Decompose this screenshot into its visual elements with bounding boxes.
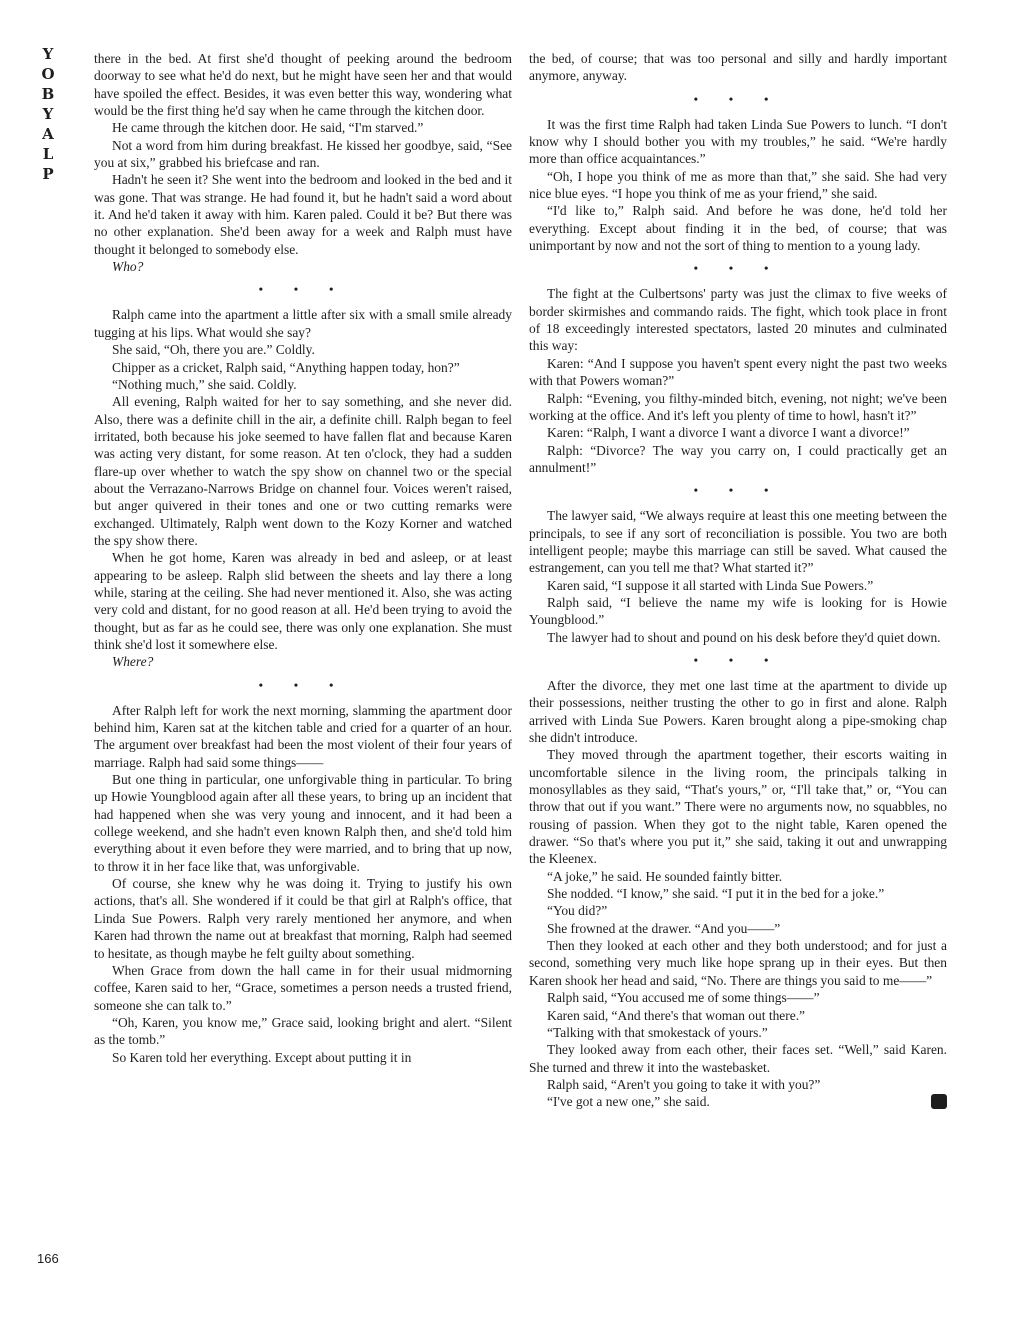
paragraph: Hadn't he seen it? She went into the bedroom and looked in the bed and it was gone. That was strange. He had found it, but he hadn't said a word about it. And he'd taken it away with him. Karen paled. Could it be? But there was no other explanation. She'd been away for a week and Ralph must have thought it belonged to somebody else. [94, 172, 512, 257]
paragraph-italic: Who? [112, 259, 144, 275]
paragraph: The lawyer said, “We always require at least this one meeting between the principals, to see if any sort of reconciliation is possible. You two are both intelligent people; maybe this marriage can still be saved. What caused the estrangement, can you tell me that? What started it?” [529, 508, 947, 576]
paragraph: The lawyer had to shout and pound on his desk before they'd quiet down. [547, 629, 941, 645]
paragraph: there in the bed. At first she'd thought of peeking around the bedroom doorway to see what he'd do next, but he might have seen her and that would have spoiled the effect. Besides, it was even better this way, wondering what would be the first thing he'd say when he came through the kitchen door. [94, 51, 512, 119]
paragraph: It was the first time Ralph had taken Linda Sue Powers to lunch. “I don't know why I should bother you with my troubles,” he said. “We're hardly more than office acquaintances.” [529, 116, 947, 167]
paragraph: Karen said, “And there's that woman out there.” [547, 1007, 806, 1023]
paragraph: When he got home, Karen was already in bed and asleep, or at least appearing to be asleep. Ralph slid between the sheets and lay there a long while, staring at the ceiling. She had never mentioned it. Also, she was acting very cold and distant, for no good reason at all. He'd been trying to avoid the thought, but as far as he could see, there was only one explanation. She must think she'd lost it somewhere else. [94, 550, 512, 652]
paragraph: She said, “Oh, there you are.” Coldly. [112, 342, 315, 358]
paragraph: “I'd like to,” Ralph said. And before he was done, he'd told her everything. Except about finding it in the bed, of course; that was unimportant by now and not the sort of thing to mention to a young lady. [529, 203, 947, 254]
section-separator: • • • [693, 261, 783, 276]
paragraph: Ralph came into the apartment a little after six with a small smile already tugging at his lips. What would she say? [94, 307, 512, 340]
paragraph: Ralph said, “You accused me of some things——” [547, 990, 820, 1006]
section-separator: • • • [258, 677, 348, 692]
paragraph: the bed, of course; that was too personal and silly and hardly important anymore, anyway. [529, 51, 947, 84]
paragraph: After the divorce, they met one last time at the apartment to divide up their possessions, neither trusting the other to go in first and alone. Ralph arrived with Linda Sue Powers. Karen brought along a pipe-smoking chap she didn't introduce. [529, 677, 947, 745]
paragraph: After Ralph left for work the next morning, slamming the apartment door behind him, Karen sat at the kitchen table and cried for a quarter of an hour. The argument over breakfast had been the most violent of their four years of marriage. Ralph had said some things—— [94, 702, 512, 770]
paragraph: “You did?” [547, 903, 608, 919]
paragraph: Chipper as a cricket, Ralph said, “Anything happen today, hon?” [112, 359, 460, 375]
paragraph: “A joke,” he said. He sounded faintly bitter. [547, 868, 783, 884]
paragraph: Ralph said, “I believe the name my wife is looking for is Howie Youngblood.” [529, 594, 947, 628]
section-separator: • • • [693, 483, 783, 498]
paragraph: All evening, Ralph waited for her to say something, and she never did. Also, there was a definite chill in the air, a definite chill. Ralph began to feel irritated, both because his joke seemed to have fallen flat and because Karen was acting very distant, for some reason. At ten o'clock, they had a sudden flare-up over whether to watch the spy show on channel two or the special about the Verrazano-Narrows Bridge on channel four. Voices weren't raised, but anger quivered in their tones and one or two cutting remarks were exchanged. Ultimately, Ralph went down to the Kozy Korner and watched the spy show there. [94, 394, 512, 548]
last-paragraph [529, 1093, 958, 1110]
title-letter: Y [42, 105, 54, 123]
title-letter: P [42, 165, 54, 183]
paragraph: They moved through the apartment together, their escorts waiting in uncomfortable silence in the living room, the principals talking in monosyllables as they said, “That's yours,” or, “I'll take that,” or, “You can throw that out if you want.” There were no arguments now, no squabbles, no rousing of passion. When they got to the night table, Karen opened the drawer. “So that's where you put it,” she said, taking it out and unwrapping the Kleenex. [529, 747, 947, 867]
paragraph: Karen: “Ralph, I want a divorce I want a divorce I want a divorce!” [547, 425, 910, 441]
magazine-name-vertical [36, 44, 60, 184]
paragraph: Of course, she knew why he was doing it. Trying to justify his own actions, that's all. She wondered if it could be that girl at Ralph's office, that Linda Sue Powers. Ralph very rarely mentioned her anymore, and when Karen had thrown the name out at breakfast that morning, Ralph had seemed to hesitate, as though maybe he felt guilty about something. [94, 876, 512, 961]
title-letter: Y [42, 45, 54, 63]
section-separator: • • • [258, 282, 348, 297]
section-separator: • • • [693, 652, 783, 667]
title-letter: A [42, 125, 54, 143]
paragraph: They looked away from each other, their faces set. “Well,” said Karen. She turned and threw it into the wastebasket. [529, 1042, 947, 1075]
section-separator: • • • [693, 91, 783, 106]
page-number: 166 [37, 1251, 59, 1266]
paragraph: Not a word from him during breakfast. He kissed her goodbye, said, “See you at six,” grabbed his briefcase and ran. [94, 137, 512, 171]
paragraph: “Oh, I hope you think of me as more than that,” she said. She had very nice blue eyes. “I hope you think of me as your friend,” she said. [529, 168, 947, 202]
paragraph-italic: Where? [112, 654, 154, 670]
paragraph: She frowned at the drawer. “And you——” [547, 920, 781, 936]
title-letter: O [41, 65, 55, 83]
left-column [94, 50, 512, 1066]
paragraph-text: “I've got a new one,” she said. [547, 1094, 710, 1110]
paragraph: “Nothing much,” she said. Coldly. [112, 376, 297, 392]
bunny-end-mark-icon: ● [931, 1094, 947, 1109]
title-letter: B [41, 85, 55, 103]
paragraph: But one thing in particular, one unforgivable thing in particular. To bring up Howie Youngblood again after all these years, to bring up an incident that had happened when she was very young and innocent, and it had been a college weekend, and she hadn't even known Ralph then, and she'd told him everything about it even before they were married, and to bring that up now, to throw it in her face like that, was unforgivable. [94, 772, 512, 874]
title-letter: L [42, 145, 54, 163]
paragraph: Then they looked at each other and they both understood; and for just a second, something very much like hope sprang up in their eyes. But then Karen shook her head and said, “No. There are things you said to me——” [529, 938, 947, 988]
paragraph: So Karen told her everything. Except about putting it in [112, 1049, 412, 1065]
paragraph: She nodded. “I know,” she said. “I put it in the bed for a joke.” [547, 886, 885, 902]
paragraph: Karen: “And I suppose you haven't spent every night the past two weeks with that Powers woman?” [529, 355, 947, 389]
right-column [529, 50, 958, 1111]
paragraph: The fight at the Culbertsons' party was just the climax to five weeks of border skirmishes and commando raids. The fight, which took place in front of 18 exceedingly interested spectators, lasted 20 minutes and culminated this way: [529, 286, 947, 354]
paragraph: “Oh, Karen, you know me,” Grace said, looking bright and alert. “Silent as the tomb.” [94, 1014, 512, 1048]
paragraph: “Talking with that smokestack of yours.” [547, 1024, 768, 1040]
paragraph: Ralph said, “Aren't you going to take it with you?” [547, 1076, 821, 1092]
paragraph: When Grace from down the hall came in for their usual midmorning coffee, Karen said to her, “Grace, sometimes a person needs a trusted friend, someone she can talk to.” [94, 962, 512, 1013]
paragraph: Karen said, “I suppose it all started with Linda Sue Powers.” [547, 577, 874, 593]
paragraph: He came through the kitchen door. He said, “I'm starved.” [112, 120, 424, 136]
paragraph: Ralph: “Divorce? The way you carry on, I could practically get an annulment!” [529, 442, 947, 475]
paragraph: Ralph: “Evening, you filthy-minded bitch, evening, not night; we've been working at the office. And it's left you plenty of time to howl, hasn't it?” [529, 390, 947, 423]
